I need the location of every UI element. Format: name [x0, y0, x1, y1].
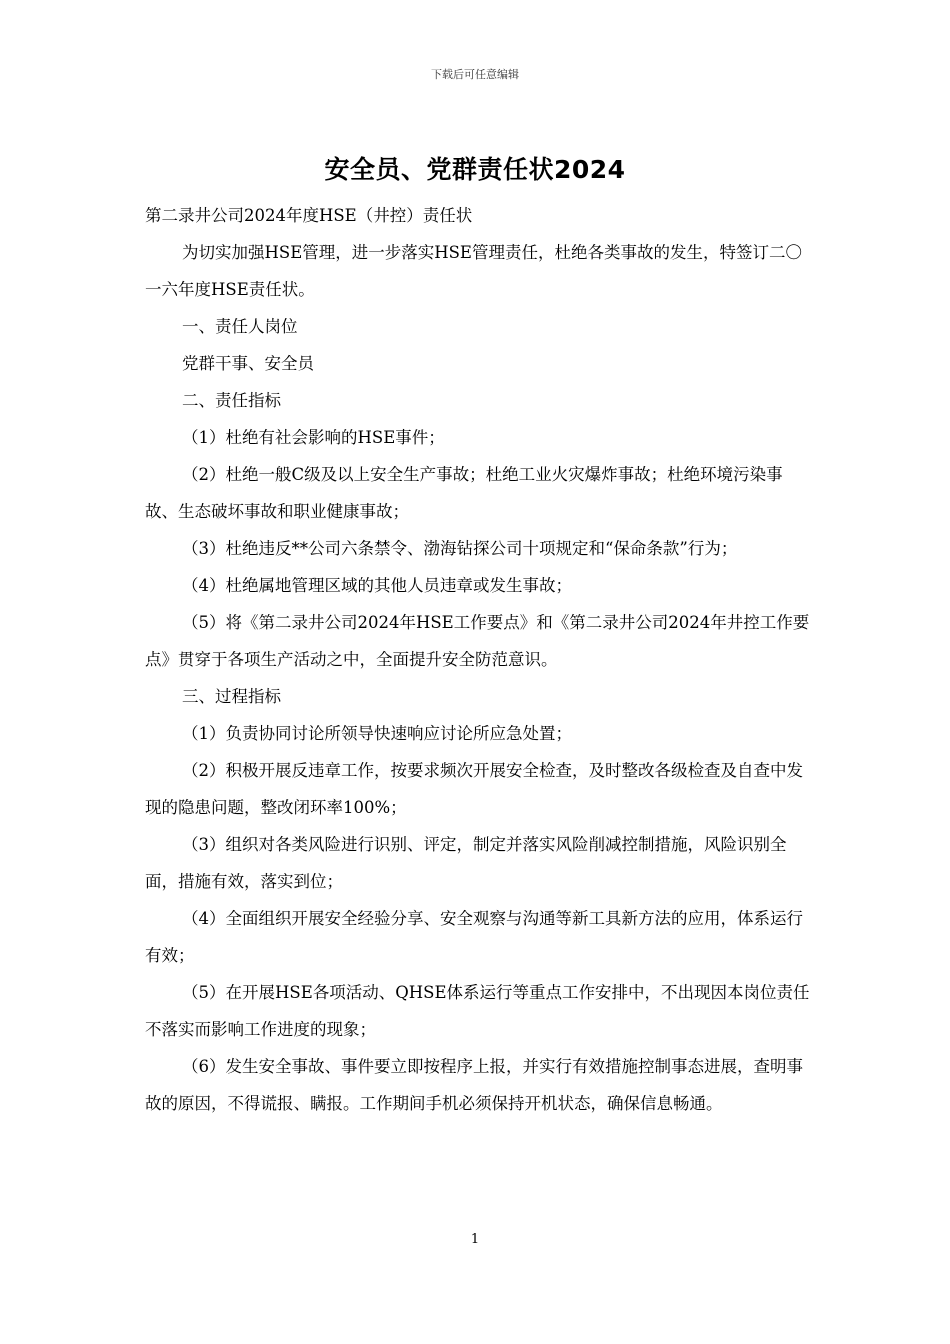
list-item: （6）发生安全事故、事件要立即按程序上报，并实行有效措施控制事态进展，查明事故的原因，不得谎报、瞒报。工作期间手机必须保持开机状态，确保信息畅通。 — [145, 1057, 803, 1113]
page-number: 1 — [470, 1232, 480, 1247]
list-item: （3）杜绝违反**公司六条禁令、渤海钻探公司十项规定和“保命条款”行为； — [182, 539, 738, 558]
document-body — [145, 197, 810, 1122]
list-item: （1）杜绝有社会影响的HSE事件； — [182, 428, 445, 447]
list-item: （4）杜绝属地管理区域的其他人员违章或发生事故； — [182, 576, 572, 595]
list-item: （5）将《第二录井公司2024年HSE工作要点》和《第二录井公司2024年井控工作要点》贯穿于各项生产活动之中，全面提升安全防范意识。 — [145, 613, 810, 669]
list-item: （5）在开展HSE各项活动、QHSE体系运行等重点工作安排中，不出现因本岗位责任不落实而影响工作进度的现象； — [145, 983, 810, 1039]
header-note: 下载后可任意编辑 — [431, 68, 519, 81]
list-item: （4）全面组织开展安全经验分享、安全观察与沟通等新工具新方法的应用，体系运行有效； — [145, 909, 803, 965]
section-heading: 三、过程指标 — [182, 687, 281, 706]
list-item: （2）杜绝一般C级及以上安全生产事故；杜绝工业火灾爆炸事故；杜绝环境污染事故、生态破坏事故和职业健康事故； — [145, 465, 783, 521]
section-heading: 二、责任指标 — [182, 391, 281, 410]
paragraph: 第二录井公司2024年度HSE（井控）责任状 — [145, 206, 473, 225]
list-item: （1）负责协同讨论所领导快速响应讨论所应急处置； — [182, 724, 572, 743]
paragraph: 为切实加强HSE管理，进一步落实HSE管理责任，杜绝各类事故的发生，特签订二〇一六年度HSE责任状。 — [145, 243, 802, 299]
list-item: （3）组织对各类风险进行识别、评定，制定并落实风险削减控制措施，风险识别全面，措施有效，落实到位； — [145, 835, 787, 891]
section-heading: 一、责任人岗位 — [182, 317, 298, 336]
paragraph: 党群干事、安全员 — [182, 354, 314, 373]
document-title: 安全员、党群责任状2024 — [324, 155, 626, 184]
list-item: （2）积极开展反违章工作，按要求频次开展安全检查，及时整改各级检查及自查中发现的隐患问题，整改闭环率100%； — [145, 761, 803, 817]
